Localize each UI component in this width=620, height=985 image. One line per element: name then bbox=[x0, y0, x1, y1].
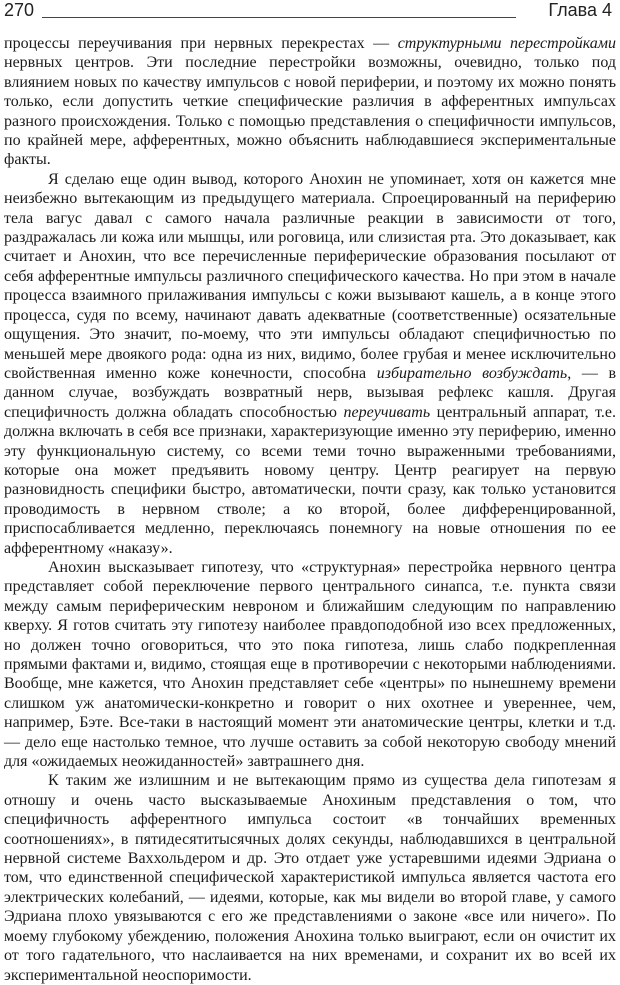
chapter-title: Глава 4 bbox=[548, 0, 612, 20]
page-number: 270 bbox=[4, 0, 35, 20]
emphasis-text: избирательно возбуждать bbox=[376, 364, 568, 382]
text-run: Анохин высказывает гипотезу, что «структурная» перестройка нервного центра представляет собой переключение первого центрального синапса, т.е. пункта связи между самым периферическим невроном и ближайшим следующим по направлению кверху. Я готов считать эту гипотезу наиболее правдоподобной изо всех предложенных, но должен точно оговориться, что это пока гипотеза, лишь слабо подкрепленная прямыми фактами и, видимо, стоящая еще в противоречии с некоторыми наблюдениями. Вообще, мне кажется, что Анохин представляет себе «центры» по нынешнему времени слишком уж анатомически-конкретно и говорит о них охотнее и увереннее, чем, например, Бэте. Все-таки в настоящий момент эти анатомические центры, клетки и т.д. — дело еще настолько темное, что лучше оставить за собой некоторую свободу мнений для «ожидаемых неожиданностей» завтрашнего дня. bbox=[4, 558, 616, 771]
text-run: нервных центров. Эти последние перестройки возможны, очевидно, только под влиянием новых по качеству импульсов с новой периферии, и поэтому их можно понять только, если допустить четкие специфические различия в афферентных импульсах разного происхождения. Только с помощью представления о специфичности импульсов, по крайней мере, афферентных, можно объяснить наблюдавшиеся экспериментальные факты. bbox=[4, 54, 616, 169]
header-rule bbox=[42, 17, 516, 18]
text-run: К таким же излишним и не вытекающим прямо из существа дела гипотезам я отношу и очень часто высказываемые Анохиным представления о том, что специфичность афферентного импульса состоит «в тончайших временных соотношениях», в пятидесятитысячных долях секунды, наблюдавшихся в центральной нервной системе Ваххольдером и др. Это отдает уже устаревшими идеями Эдриана о том, что единственной специфической характеристикой импульса является частота его электрических колебаний, — идеями, которые, как мы видели во второй главе, у самого Эдриана плохо увязываются с его же представлениями о законе «все или ничего». По моему глубокому убеждению, положения Анохина только выиграют, если он очистит их от того гадательного, что наслаивается на них временами, и сохранит их во всей их экспериментальной неоспоримости. bbox=[4, 772, 616, 984]
text-run: , — в данном случае, возбуждать возвратный нерв, вызывая рефлекс кашля. Другая специфичность должна обладать способностью bbox=[4, 364, 616, 421]
text-run: процессы переучивания при нервных перекрестах — bbox=[4, 35, 398, 52]
running-header bbox=[0, 0, 620, 26]
paragraph bbox=[4, 170, 616, 558]
emphasis-text: структурными перестройками bbox=[397, 35, 617, 52]
emphasis-text: переучивать bbox=[343, 403, 431, 421]
paragraph bbox=[4, 558, 616, 771]
text-run: Я сделаю еще один вывод, которого Анохин не упоминает, хотя он кажется мне неизбежно вытекающим из предыдущего материала. Спроецированный на периферию тела вагус давал с самого начала различные реакции в зависимости от того, раздражалась ли кожа или мышцы, или роговица, или слизистая рта. Это доказывает, как считает и Анохин, что все перечисленные периферические образования посылают от себя афферентные импульсы различного специфического качества. Но при этом в начале процесса взаимного прилаживания импульсы с кожи вызывают кашель, а в конце этого процесса, судя по всему, начинают давать адекватные (соответственные) осязательные ощущения. Это значит, по-моему, что эти импульсы обладают специфичностью по меньшей мере двоякого рода: одна из них, видимо, более грубая и менее исключительно свойственная именно коже конечности, способна bbox=[4, 170, 616, 382]
body-text bbox=[4, 34, 616, 985]
paragraph bbox=[4, 34, 616, 170]
text-run: центральный аппарат, т.е. должна включать в себя все признаки, характеризующие именно эту периферию, именно эту функциональную систему, со всеми теми точно выраженными требованиями, которые она может предъявить новому центру. Центр реагирует на первую разновидность специфики быстро, автоматически, почти сразу, как только установится проводимость в нервном стволе; а ко второй, более дифференцированной, приспосабливается медленно, переключаясь понемногу на новые отношения по ее афферентному «наказу». bbox=[4, 403, 617, 557]
paragraph bbox=[4, 771, 616, 984]
